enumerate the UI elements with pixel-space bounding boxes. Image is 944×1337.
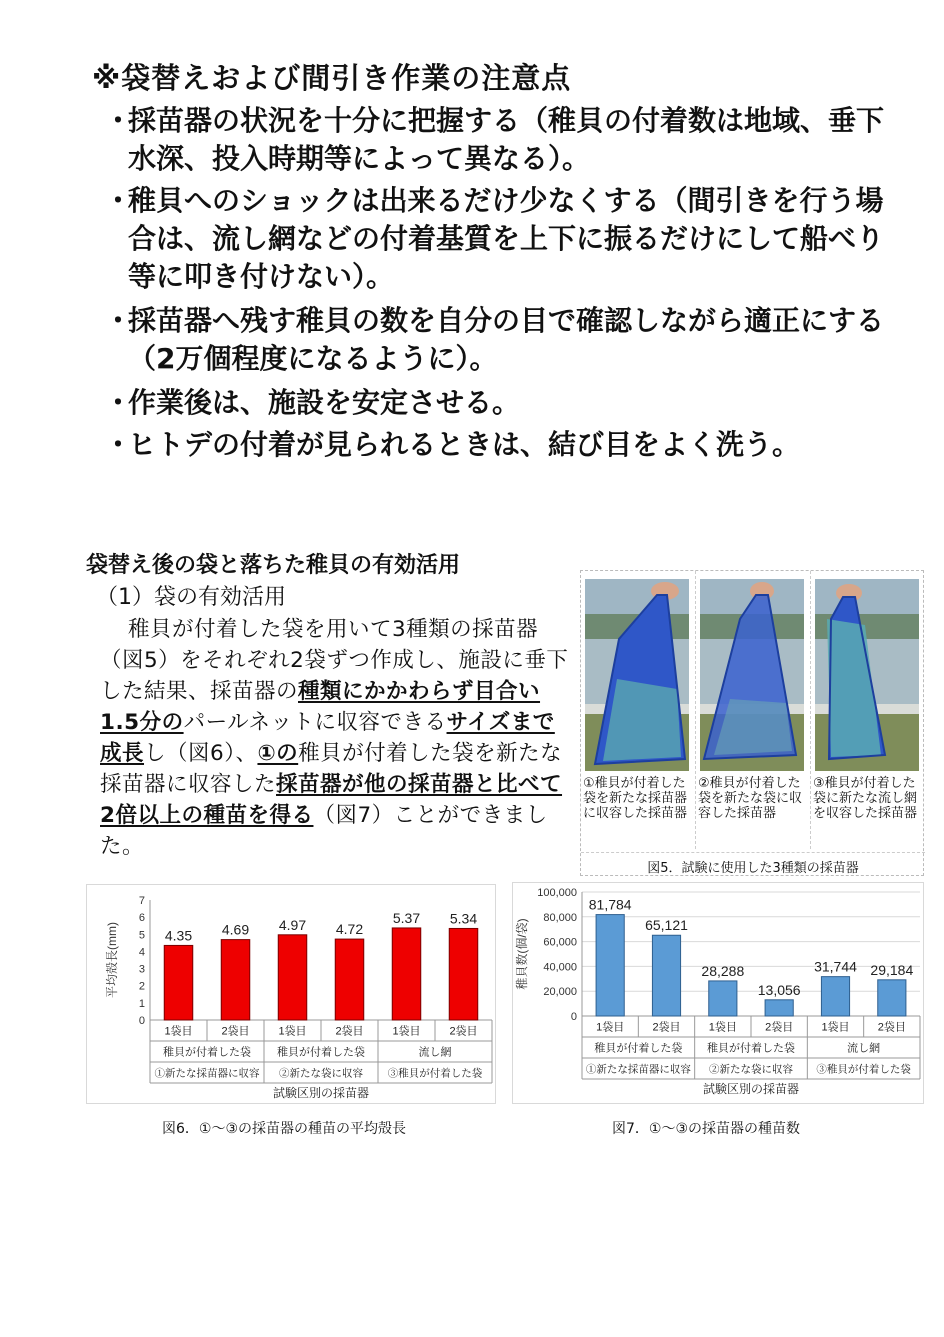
data-label: 4.72 (335, 921, 364, 938)
y-tick-label: 0 (570, 1011, 577, 1023)
y-tick-label: 60,000 (543, 936, 577, 949)
bar (392, 928, 421, 1020)
data-label: 5.37 (392, 909, 421, 926)
y-tick-label: 5 (138, 929, 145, 942)
note-item (104, 302, 904, 378)
x-tick-label: 2袋目 (449, 1025, 478, 1038)
y-tick-label: 3 (138, 963, 145, 976)
note-item (104, 182, 904, 296)
data-label: 4.35 (164, 927, 193, 944)
bar (596, 915, 624, 1016)
note-item (104, 384, 904, 422)
bullet-mark: ・ (104, 428, 133, 461)
bar (335, 939, 364, 1020)
group-sublabel: ①新たな採苗器に収容 (585, 1063, 691, 1076)
data-label: 4.97 (278, 916, 307, 933)
figure-5-panel (811, 571, 926, 849)
bar (709, 981, 737, 1016)
bar (821, 977, 849, 1016)
note-item (104, 102, 904, 178)
figure-5-caption-3: ③稚貝が付着した袋に新たな流し網を収容した採苗器 (813, 776, 918, 821)
para-text: パールネットに収容できる (183, 710, 447, 735)
data-label: 81,784 (588, 896, 632, 913)
bar (765, 1000, 793, 1016)
data-label: 65,121 (645, 917, 688, 934)
body-paragraph (100, 614, 570, 862)
y-tick-label: 100,000 (537, 887, 577, 899)
bullet-mark: ・ (104, 386, 133, 419)
y-tick-label: 1 (138, 997, 145, 1010)
x-tick-label: 2袋目 (765, 1021, 794, 1034)
data-label: 5.34 (449, 910, 478, 927)
data-label: 13,056 (757, 981, 801, 998)
notes-title: ※袋替えおよび間引き作業の注意点 (92, 61, 572, 95)
para-text: （図7）ことができました。 (100, 803, 548, 859)
figure-5-caption-2: ②稚貝が付着した袋を新たな袋に収容した採苗器 (698, 776, 803, 821)
group-label: 稚貝が付着した袋 (594, 1042, 683, 1055)
y-tick-label: 6 (138, 912, 145, 925)
x-tick-label: 1袋目 (392, 1025, 421, 1038)
group-label: 稚貝が付着した袋 (277, 1046, 365, 1059)
y-tick-label: 4 (138, 946, 145, 959)
x-axis-title: 試験区別の採苗器 (702, 1082, 800, 1096)
note-text: 作業後は、施設を安定させる。 (128, 386, 521, 419)
bar (164, 945, 193, 1020)
x-tick-label: 1袋目 (164, 1025, 193, 1038)
group-sublabel: ②新たな袋に収容 (279, 1067, 363, 1080)
y-axis-title: 稚貝数(個/袋) (515, 918, 529, 990)
bullet-mark: ・ (104, 184, 133, 217)
figure-5-title: 図5．試験に使用した3種類の採苗器 (581, 852, 925, 876)
group-sublabel: ③稚貝が付着した袋 (387, 1067, 483, 1080)
data-label: 4.69 (221, 921, 250, 938)
para-underline: 採苗器が他の採苗器と比べて2倍以上の種苗を得る (100, 772, 563, 828)
subsection-title: （1）袋の有効活用 (96, 585, 286, 610)
figure-5 (580, 570, 924, 876)
figure-6-caption: 図6．①～③の採苗器の種苗の平均殻長 (162, 1121, 407, 1137)
note-text: 採苗器へ残す稚貝の数を自分の目で確認しながら適正にする（2万個程度になるように）。 (128, 304, 885, 375)
y-tick-label: 7 (138, 895, 145, 907)
x-axis-title: 試験区別の採苗器 (272, 1086, 370, 1100)
x-tick-label: 1袋目 (708, 1021, 737, 1034)
group-label: 稚貝が付着した袋 (707, 1042, 795, 1055)
data-label: 31,744 (814, 958, 857, 975)
bar (652, 935, 680, 1016)
chart-6-average-shell-length (86, 884, 496, 1104)
x-tick-label: 1袋目 (821, 1021, 850, 1034)
note-text: 稚貝へのショックは出来るだけ少なくする（間引きを行う場合は、流し網などの付着基質を上下に振るだけにして船べり等に叩き付けない）。 (128, 184, 885, 293)
note-text: ヒトデの付着が見られるときは、結び目をよく洗う。 (128, 428, 801, 461)
group-sublabel: ③稚貝が付着した袋 (816, 1063, 911, 1076)
y-tick-label: 40,000 (543, 961, 577, 974)
para-underline: ①の (257, 741, 299, 766)
bar (878, 980, 906, 1016)
y-tick-label: 2 (138, 980, 145, 993)
figure-5-panel (696, 571, 811, 849)
para-text: し（図6）、 (144, 741, 258, 766)
x-tick-label: 2袋目 (877, 1021, 906, 1034)
y-axis-title: 平均殻長(mm) (105, 922, 119, 998)
figure-5-panel (581, 571, 696, 849)
figure-7-caption: 図7．①～③の採苗器の種苗数 (612, 1121, 801, 1137)
section-title: 袋替え後の袋と落ちた稚貝の有効活用 (86, 553, 461, 578)
note-item (104, 426, 904, 464)
bullet-mark: ・ (104, 304, 133, 337)
group-sublabel: ①新たな採苗器に収容 (154, 1067, 260, 1080)
note-text: 採苗器の状況を十分に把握する（稚貝の付着数は地域、垂下水深、投入時期等によって異なる）。 (128, 104, 885, 175)
photo-bag-1 (585, 579, 689, 771)
y-tick-label: 0 (138, 1015, 145, 1027)
photo-bag-2 (700, 579, 804, 771)
bar (449, 928, 478, 1020)
x-tick-label: 1袋目 (596, 1021, 625, 1034)
x-tick-label: 2袋目 (221, 1025, 250, 1038)
group-sublabel: ②新たな袋に収容 (709, 1063, 793, 1076)
y-tick-label: 80,000 (543, 911, 577, 924)
group-label: 流し網 (847, 1042, 881, 1055)
bullet-mark: ・ (104, 104, 133, 137)
para-text: 稚貝が付着した袋を用いて3種類の採苗器（図5）をそれぞれ2袋ずつ作成し、施設に垂下した結果、採苗器の (100, 617, 569, 704)
x-tick-label: 2袋目 (335, 1025, 364, 1038)
x-tick-label: 2袋目 (652, 1021, 681, 1034)
bar (221, 940, 250, 1020)
group-label: 稚貝が付着した袋 (163, 1046, 251, 1059)
bar (278, 935, 307, 1020)
group-label: 流し網 (418, 1046, 452, 1059)
data-label: 29,184 (870, 961, 914, 978)
chart-7-seed-count (512, 882, 924, 1104)
para-text: 稚貝が付着した袋を新たな採苗器に収容した (100, 741, 563, 797)
photo-bag-3 (815, 579, 919, 771)
para-underline: 種類にかかわらず目合い1.5分の (100, 679, 541, 735)
x-tick-label: 1袋目 (278, 1025, 307, 1038)
figure-5-caption-1: ①稚貝が付着した袋を新たな採苗器に収容した採苗器 (583, 776, 688, 821)
data-label: 28,288 (701, 962, 745, 979)
para-underline: サイズまで成長 (100, 710, 555, 766)
y-tick-label: 20,000 (543, 986, 577, 999)
